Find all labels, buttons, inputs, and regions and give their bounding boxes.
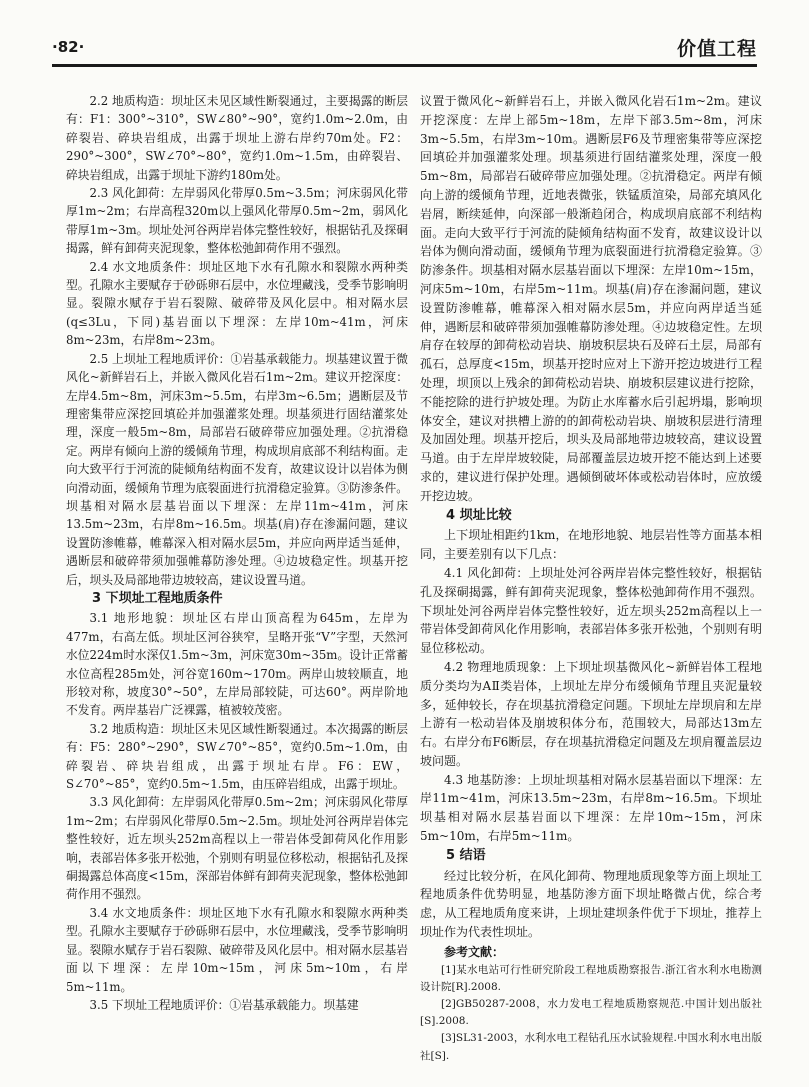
paragraph: 2.3 风化卸荷：左岸弱风化带厚0.5m~3.5m；河床弱风化带厚1m~2m；右岸高程320m以上强风化带厚0.5m~2m，弱风化带厚1m~3m。坝址处河谷两岸岩体完整性较好，根据钻孔及探硐揭露，鲜有卸荷夹泥现象，整体松弛卸荷作用不强烈。 (66, 186, 408, 256)
reference-item: [3]SL31-2003，水利水电工程钻孔压水试验规程.中国水利水电出版社[S]. (420, 1032, 762, 1062)
section-heading: 4 坝址比较 (446, 507, 512, 523)
page-number: ·82· (52, 38, 85, 56)
left-column (66, 92, 408, 1014)
header-rule (52, 64, 757, 67)
paragraph: 3.2 地质构造：坝址区未见区域性断裂通过。本次揭露的断层有：F5：280°~290°，SW∠70°~85°，宽约0.5m~1.0m，由碎裂岩、碎块岩组成，出露于坝址右岸。F6：EW，S∠70°~85°，宽约0.5m~1.5m，由压碎岩组成，出露于坝址。 (66, 721, 408, 792)
paragraph: 2.2 地质构造：坝址区未见区域性断裂通过，主要揭露的断层有：F1：300°~310°，SW∠80°~90°，宽约1.0m~2.0m，由碎裂岩、碎块岩组成，出露于坝址上游右岸约70m处。F2：290°~300°，SW∠70°~80°，宽约1.0m~1.5m，由碎裂岩、碎块岩组成，出露于坝址下游约180m处。 (66, 94, 408, 182)
paragraph: 2.5 上坝址工程地质评价：①岩基承载能力。坝基建议置于微风化~新鲜岩石上，并嵌入微风化岩石1m~2m。建议开挖深度：左岸4.5m~8m，河床3m~5.5m，右岸3m~6.5m；遇断层及节理密集带应深挖回填砼并加强灌浆处理。坝基须进行固结灌浆处理，深度一般5m~8m，局部岩石破碎带应加强处理。②抗滑稳定。两岸有倾向上游的缓倾角节理，构成坝肩底部不利结构面。走向大致平行于河流的陡倾角结构面不发育，故建议设计以岩体为侧向滑动面，缓倾角节理为底裂面进行抗滑稳定验算。③防渗条件。坝基相对隔水层基岩面以下埋深：左岸11m~41m，河床13.5m~23m，右岸8m~16.5m。坝基(肩)存在渗漏问题，建议设置防渗帷幕，帷幕深入相对隔水层5m，并应向两岸适当延伸，遇断层和破碎带须加强帷幕防渗处理。④边坡稳定性。坝基开挖后，坝头及局部地带边坡较高，建议设置马道。 (66, 351, 408, 587)
reference-item: [2]GB50287-2008，水力发电工程地质勘察规范.中国计划出版社[S].2008. (420, 998, 762, 1028)
paragraph: 3.4 水文地质条件：坝址区地下水有孔隙水和裂隙水两种类型。孔隙水主要赋存于砂砾卵石层中，水位埋藏浅，受季节影响明显。裂隙水赋存于岩石裂隙、破碎带及风化层中。相对隔水层基岩面以下埋深：左岸10m~15m，河床5m~10m，右岸5m~11m。 (66, 905, 408, 994)
paragraph: 4.3 地基防渗：上坝址坝基相对隔水层基岩面以下埋深：左岸11m~41m，河床13.5m~23m，右岸8m~16.5m。下坝址坝基相对隔水层基岩面以下埋深：左岸10m~15m，河床5m~10m，右岸5m~11m。 (420, 772, 762, 844)
paragraph: 2.4 水文地质条件：坝址区地下水有孔隙水和裂隙水两种类型。孔隙水主要赋存于砂砾卵石层中，水位埋藏浅，受季节影响明显。裂隙水赋存于岩石裂隙、破碎带及风化层中。相对隔水层(q≤3Lu，下同)基岩面以下埋深：左岸10m~41m，河床8m~23m，右岸8m~23m。 (66, 259, 408, 348)
journal-title: 价值工程 (676, 38, 757, 60)
paragraph: 3.5 下坝址工程地质评价：①岩基承载能力。坝基建 (89, 997, 359, 1012)
paragraph: 上下坝址相距约1km，在地形地貌、地层岩性等方面基本相同，主要差别有以下几点： (420, 528, 762, 562)
right-column (420, 92, 762, 1065)
section-heading: 5 结语 (446, 847, 486, 863)
paragraph: 经过比较分析，在风化卸荷、物理地质现象等方面上坝址工程地质条件优势明显，地基防渗方面下坝址略微占优，综合考虑，从工程地质角度来讲，上坝址建坝条件优于下坝址，推荐上坝址作为代表性坝址。 (420, 868, 762, 940)
paragraph: 3.3 风化卸荷：左岸弱风化带厚0.5m~2m；河床弱风化带厚1m~2m；右岸弱风化带厚0.5m~2.5m。坝址处河谷两岸岩体完整性较好，近左坝头252m高程以上一带岩体受卸荷风化作用影响，表部岩体多张开松弛，个别则有明显位移松动，根据钻孔及探硐揭露总体高度<15m，深部岩体鲜有卸荷夹泥现象，整体松弛卸荷作用不强烈。 (66, 795, 408, 902)
section-heading: 3 下坝址工程地质条件 (92, 590, 223, 606)
references-heading: 参考文献： (444, 944, 505, 959)
reference-item: [1]某水电站可行性研究阶段工程地质勘察报告.浙江省水利水电勘测设计院[R].2008. (420, 963, 762, 993)
paragraph: 4.2 物理地质现象：上下坝址坝基微风化~新鲜岩体工程地质分类均为AⅡ类岩体，上坝址左岸分布缓倾角节理且夹泥量较多，延伸较长，存在坝基抗滑稳定问题。下坝址左岸坝肩和左岸上游有一松动岩体及崩坡积体分布，范围较大，局部达13m左右。右岸分布F6断层，存在坝基抗滑稳定问题及左坝肩覆盖层边坡问题。 (420, 659, 762, 768)
paragraph-continuation: 议置于微风化~新鲜岩石上，并嵌入微风化岩石1m~2m。建议开挖深度：左岸上部5m~18m，左岸下部3.5m~8m，河床3m~5.5m，右岸3m~10m。遇断层F6及节理密集带等应深挖回填砼并加强灌浆处理。坝基须进行固结灌浆处理，深度一般5m~8m，局部岩石破碎带应加强处理。②抗滑稳定。两岸有倾向上游的缓倾角节理，近地表微张，铁锰质渲染，局部充填风化岩屑，断续延伸，向深部一般渐趋闭合，构成坝肩底部不利结构面。走向大致平行于河流的陡倾角结构面不发育，故建议设计以岩体为侧向滑动面，缓倾角节理为底裂面进行抗滑稳定验算。③防渗条件。坝基相对隔水层基岩面以下埋深：左岸10m~15m，河床5m~10m，右岸5m~11m。坝基(肩)存在渗漏问题，建议设置防渗帷幕，帷幕深入相对隔水层5m，并应向两岸适当延伸，遇断层和破碎带须加强帷幕防渗处理。④边坡稳定性。左坝肩存在较厚的卸荷松动岩块、崩坡积层块石及碎石土层，局部有孤石，总厚度<15m，坝基开挖时应对上下游开挖边坡进行工程处理，坝顶以上残余的卸荷松动岩块、崩坡积层建议进行挖除，不能挖除的进行护坡处理。为防止水库蓄水后引起坍塌，影响坝体安全，建议对拱槽上游的的卸荷松动岩块、崩坡积层进行清理及加固处理。坝基开挖后，坝头及局部地带边坡较高，建议设置马道。由于左岸岸坡较陡，局部覆盖层边坡开挖不能达到上述要求的，建议进行保护处理。遇倾倒破坏体或松动岩体时，应放缓开挖边坡。 (420, 94, 762, 503)
paragraph: 4.1 风化卸荷：上坝址处河谷两岸岩体完整性较好，根据钻孔及探硐揭露，鲜有卸荷夹泥现象，整体松弛卸荷作用不强烈。下坝址处河谷两岸岩体完整性较好，近左坝头252m高程以上一带岩体受卸荷风化作用影响，表部岩体多张开松弛，个别则有明显位移松动。 (420, 565, 762, 656)
paragraph: 3.1 地形地貌：坝址区右岸山顶高程为645m，左岸为477m，右高左低。坝址区河谷狭窄，呈略开张“V”字型，天然河水位224m时水深仅1.5m~3m，河床宽30m~35m。设计正常蓄水位高程285m处，河谷宽160m~170m。两岸山坡较顺直，地形较对称，坡度30°~50°，左岸局部较陡，可达60°。两岸阶地不发育。两岸基岩广泛裸露，植被较茂密。 (66, 611, 408, 718)
